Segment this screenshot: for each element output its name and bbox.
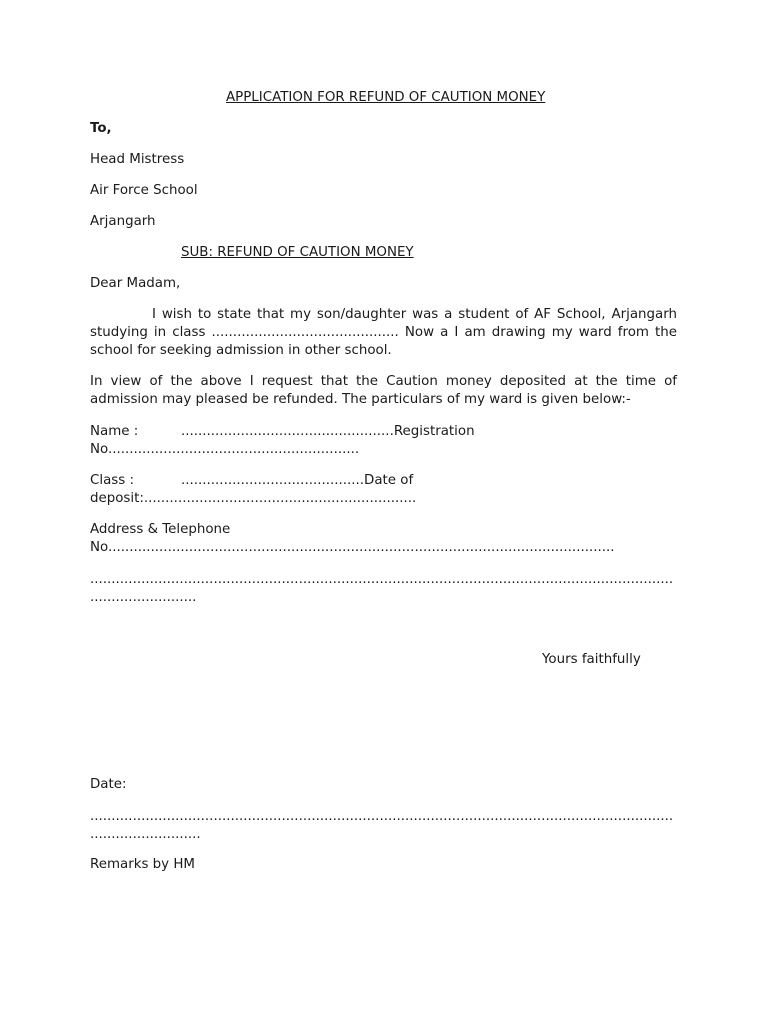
para1-line1-text: I wish to state that my son/daughter was a student of AF School, Arjangarh — [152, 307, 677, 322]
document-title: APPLICATION FOR REFUND OF CAUTION MONEY — [226, 90, 546, 105]
recipient-school: Air Force School — [90, 183, 198, 198]
closing: Yours faithfully — [542, 652, 641, 667]
telephone-field: No....................................................................................................................... — [90, 540, 615, 555]
name-field: ..................................................Registration — [181, 424, 475, 439]
address-line-3: ......................... — [90, 590, 197, 605]
date-line-2: .......................... — [90, 827, 201, 842]
para2-line1: In view of the above I request that the Caution money deposited at the time of — [90, 374, 677, 389]
date-label: Date: — [90, 777, 127, 792]
name-label: Name : — [90, 424, 139, 439]
class-label: Class : — [90, 473, 134, 488]
deposit-date-field: deposit:................................................................ — [90, 491, 417, 506]
remarks-label: Remarks by HM — [90, 857, 195, 872]
address-line-2: ......................................................................................................................................... — [90, 572, 674, 587]
para2-line2: admission may pleased be refunded. The particulars of my ward is given below:- — [90, 392, 631, 407]
date-line-1: ......................................................................................................................................... — [90, 809, 674, 824]
recipient-location: Arjangarh — [90, 214, 156, 229]
registration-field: No........................................................... — [90, 442, 360, 457]
para1-line1 — [90, 306, 677, 324]
para1-line2: studying in class ............................................ Now a I am drawing my ward from the — [90, 325, 677, 340]
subject-line: SUB: REFUND OF CAUTION MONEY — [181, 245, 414, 260]
to-line: To, — [90, 121, 112, 136]
para1-line3: school for seeking admission in other school. — [90, 343, 392, 358]
recipient-designation: Head Mistress — [90, 152, 185, 167]
salutation: Dear Madam, — [90, 276, 181, 291]
address-label: Address & Telephone — [90, 522, 231, 537]
class-field: ...........................................Date of — [181, 473, 414, 488]
